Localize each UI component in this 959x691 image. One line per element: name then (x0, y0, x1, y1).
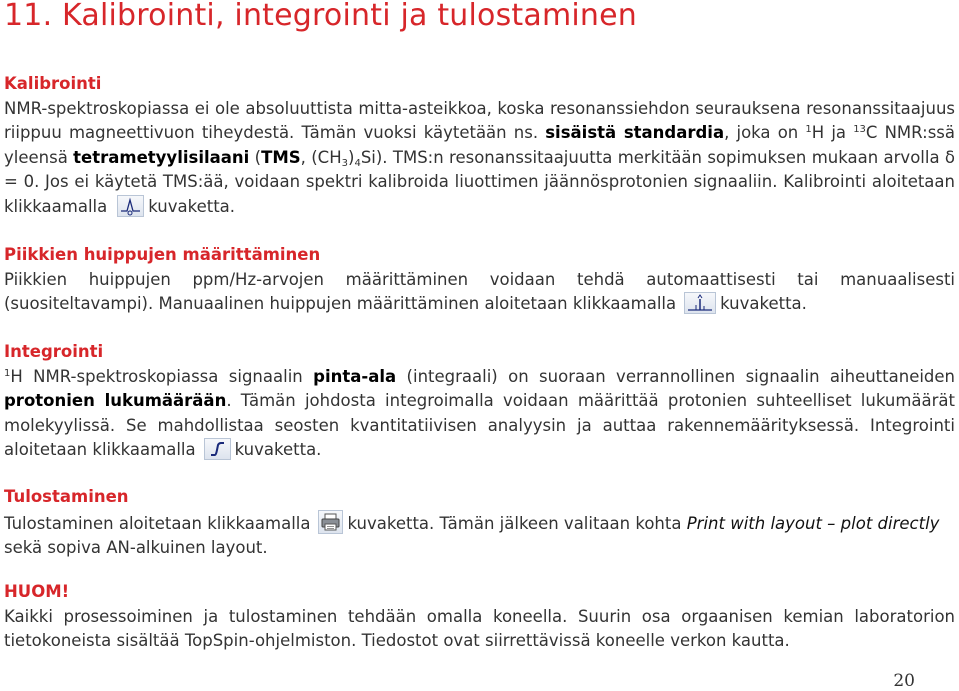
italic-option: Print with layout – plot directly (686, 513, 940, 533)
bold-term: TMS (261, 147, 301, 167)
subscript: 4 (354, 157, 361, 169)
peak-picking-icon (684, 292, 716, 314)
paragraph-piikit (4, 268, 955, 317)
text: (integraali) on suoraan verrannollinen signaalin aiheuttaneiden (396, 366, 956, 386)
page-number: 20 (893, 671, 915, 691)
text: Tulostaminen aloitetaan klikkaamalla (4, 513, 311, 533)
section-integrointi (4, 340, 955, 463)
text: kuvaketta. (148, 196, 236, 216)
integrate-icon (204, 438, 231, 460)
paragraph-integrointi (4, 365, 955, 463)
superscript: 13 (853, 124, 866, 135)
text: ( (249, 147, 262, 167)
paragraph-huom: Kaikki prosessoiminen ja tulostaminen tehdään omalla koneella. Suurin osa orgaanisen kemian laboratorion tietokoneista sisältää TopSpin-ohjelmiston. Tiedostot ovat siirrettävissä koneelle verkon kautta. (4, 606, 955, 650)
text: Piikkien huippujen ppm/Hz-arvojen määrittäminen voidaan tehdä automaattisesti tai manuaalisesti (suositeltavampi). Manuaalinen huippujen määrittäminen aloitetaan klikkaamalla (4, 269, 955, 313)
section-tulostaminen (4, 485, 955, 561)
subscript: 3 (341, 157, 348, 169)
text: , joka on (724, 123, 806, 142)
superscript: 1 (4, 367, 11, 379)
text: sekä sopiva AN-alkuinen layout. (4, 538, 268, 557)
superscript: 1 (805, 124, 812, 135)
text: kuvaketta. (234, 440, 322, 459)
paragraph-kalibrointi (4, 97, 955, 220)
text: kuvaketta. Tämän jälkeen valitaan kohta (347, 513, 687, 533)
bold-term: protonien lukumäärään (4, 391, 227, 410)
heading-kalibrointi: Kalibrointi (4, 74, 102, 93)
heading-huom: HUOM! (4, 582, 70, 601)
heading-integrointi: Integrointi (4, 342, 104, 361)
bold-term: pinta-ala (313, 366, 397, 386)
text: , (CH (300, 147, 342, 167)
heading-piikit: Piikkien huippujen määrittäminen (4, 245, 321, 264)
text: . Tämän johdosta integroimalla voidaan määrittää protonien suhteelliset lukumäärät molekyylissä. Se mahdollistaa seosten kvantitatiivisen analyysin ja auttaa rakennemäärityksessä. Integrointi aloitetaan klikkaamalla (4, 391, 956, 459)
heading-tulostaminen: Tulostaminen (4, 487, 129, 506)
text: H ja (811, 123, 854, 142)
calibrate-icon (117, 195, 144, 217)
text: ) (348, 147, 355, 167)
bold-term: tetrametyylisilaani (73, 147, 250, 167)
text: Si). TMS:n resonanssitaajuutta merkitään sopimuksen mukaan arvolla δ = 0. Jos ei käytetä TMS:ää, voidaan spektri kalibroida liuottimen jäännösprotonien signaaliin. Kalibrointi aloitetaan klikkaamalla (4, 147, 956, 216)
section-huom (4, 580, 955, 654)
bold-term: sisäistä standardia (545, 123, 725, 142)
section-piikit (4, 243, 955, 317)
print-icon (318, 510, 343, 534)
text: C NMR:ssä yleensä (4, 123, 955, 167)
text: H NMR-spektroskopiassa signaalin (10, 366, 314, 386)
text: kuvaketta. (720, 294, 807, 313)
section-kalibrointi (4, 72, 955, 219)
text: NMR-spektroskopiassa ei ole absoluuttista mitta-asteikkoa, koska resonanssiehdon seurauksena resonanssitaajuus riippuu magneettivuon tiheydestä. Tämän vuoksi käytetään ns. (4, 98, 955, 142)
page-title: 11. Kalibrointi, integrointi ja tulostaminen (4, 0, 637, 33)
paragraph-tulostaminen (4, 510, 955, 561)
